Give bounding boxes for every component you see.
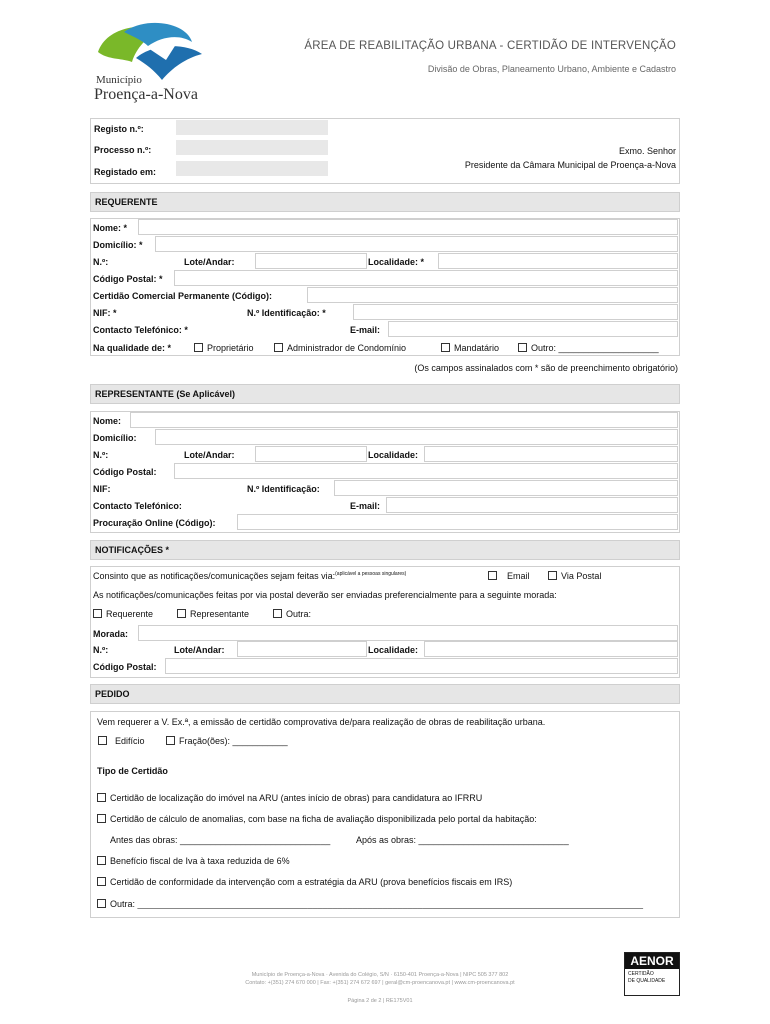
req-lote-field[interactable] bbox=[255, 253, 367, 269]
rep-numero-label: N.º: bbox=[93, 450, 109, 460]
rep-email-field[interactable] bbox=[386, 497, 678, 513]
pedido-header: PEDIDO bbox=[90, 684, 680, 704]
checkbox-icon bbox=[194, 343, 203, 352]
req-qualidade-label: Na qualidade de: * bbox=[93, 343, 172, 353]
addressee-line-2: Presidente da Câmara Municipal de Proença-a-Nova bbox=[464, 160, 676, 170]
checkbox-icon bbox=[441, 343, 450, 352]
notificacoes-header: NOTIFICAÇÕES * bbox=[90, 540, 680, 560]
rep-lote-label: Lote/Andar: bbox=[184, 450, 235, 460]
checkbox-icon bbox=[97, 856, 106, 865]
notif-localidade-label: Localidade: bbox=[368, 645, 419, 655]
checkbox-icon bbox=[97, 793, 106, 802]
req-localidade-field[interactable] bbox=[438, 253, 678, 269]
footer-contacts: Contato: +(351) 274 670 000 | Fax: +(351) 274 672 697 | geral@cm-proencanova.pt | www.cm-proencanova.pt bbox=[245, 980, 515, 986]
req-contacto-label: Contacto Telefónico: * bbox=[93, 325, 188, 335]
checkbox-icon bbox=[518, 343, 527, 352]
notif-morada-label: Morada: bbox=[93, 629, 129, 639]
req-certidao-field[interactable] bbox=[307, 287, 678, 303]
tipo-certidao-title: Tipo de Certidão bbox=[97, 766, 168, 776]
req-certidao-label: Certidão Comercial Permanente (Código): bbox=[93, 291, 273, 301]
aenor-brand: AENOR bbox=[625, 953, 679, 969]
req-opt-outro[interactable]: Outro: ____________________ bbox=[518, 343, 659, 353]
req-email-label: E-mail: bbox=[350, 325, 381, 335]
pedido-opt-fracoes[interactable]: Fração(ões): ___________ bbox=[166, 736, 288, 746]
page-title: ÁREA DE REABILITAÇÃO URBANA - CERTIDÃO DE INTERVENÇÃO bbox=[304, 40, 676, 52]
requerente-header: REQUERENTE bbox=[90, 192, 680, 212]
rep-lote-field[interactable] bbox=[255, 446, 367, 462]
apos-obras-field[interactable]: Após as obras: ______________________________ bbox=[356, 835, 569, 845]
notif-opt-via-postal[interactable]: Via Postal bbox=[548, 571, 601, 581]
notif-postal-text: As notificações/comunicações feitas por via postal deverão ser enviadas preferencialmente para a seguinte morada: bbox=[93, 590, 557, 600]
registo-label: Registo n.º: bbox=[94, 124, 144, 134]
aenor-sub-2: DE QUALIDADE bbox=[628, 978, 666, 984]
req-opt-proprietario[interactable]: Proprietário bbox=[194, 343, 254, 353]
tipo-opt-conformidade[interactable]: Certidão de conformidade da intervenção com a estratégia da ARU (prova benefícios fiscais em IRS) bbox=[97, 877, 512, 887]
rep-contacto-label: Contacto Telefónico: bbox=[93, 501, 182, 511]
notif-cp-label: Código Postal: bbox=[93, 662, 157, 672]
mandatory-note: (Os campos assinalados com * são de preenchimento obrigatório) bbox=[414, 363, 678, 373]
representante-header: REPRESENTANTE (Se Aplicável) bbox=[90, 384, 680, 404]
notif-numero-label: N.º: bbox=[93, 645, 109, 655]
req-numero-label: N.º: bbox=[93, 257, 109, 267]
checkbox-icon bbox=[166, 736, 175, 745]
antes-obras-field[interactable]: Antes das obras: ______________________________ bbox=[110, 835, 331, 845]
notif-cp-field[interactable] bbox=[165, 658, 678, 674]
req-nident-label: N.º Identificação: * bbox=[247, 308, 326, 318]
notif-morada-field[interactable] bbox=[138, 625, 678, 641]
req-nome-field[interactable] bbox=[138, 219, 678, 235]
notif-opt-outra[interactable]: Outra: bbox=[273, 609, 311, 619]
checkbox-icon bbox=[488, 571, 497, 580]
rep-procuracao-field[interactable] bbox=[237, 514, 678, 530]
page-subtitle: Divisão de Obras, Planeamento Urbano, Ambiente e Cadastro bbox=[427, 64, 676, 74]
checkbox-icon bbox=[97, 877, 106, 886]
rep-nident-field[interactable] bbox=[334, 480, 678, 496]
req-nome-label: Nome: * bbox=[93, 223, 128, 233]
req-domicilio-field[interactable] bbox=[155, 236, 678, 252]
rep-nif-label: NIF: bbox=[93, 484, 111, 494]
logo-municipio-text: Município bbox=[96, 74, 142, 86]
notif-lote-label: Lote/Andar: bbox=[174, 645, 225, 655]
rep-nome-label: Nome: bbox=[93, 416, 122, 426]
checkbox-icon bbox=[273, 609, 282, 618]
notif-opt-representante[interactable]: Representante bbox=[177, 609, 249, 619]
req-cp-label: Código Postal: * bbox=[93, 274, 163, 284]
checkbox-icon bbox=[97, 899, 106, 908]
pedido-opt-edificio[interactable]: Edifício bbox=[98, 736, 145, 746]
pedido-intro: Vem requerer a V. Ex.ª, a emissão de certidão comprovativa de/para realização de obras de reabilitação urbana. bbox=[97, 717, 546, 727]
processo-field[interactable] bbox=[176, 140, 328, 155]
notif-localidade-field[interactable] bbox=[424, 641, 678, 657]
aenor-certification-logo bbox=[624, 952, 680, 996]
rep-cp-field[interactable] bbox=[174, 463, 678, 479]
aenor-sub-1: CERTIDÃO bbox=[628, 971, 654, 977]
req-lote-label: Lote/Andar: bbox=[184, 257, 235, 267]
rep-localidade-field[interactable] bbox=[424, 446, 678, 462]
processo-label: Processo n.º: bbox=[94, 145, 152, 155]
req-localidade-label: Localidade: * bbox=[368, 257, 425, 267]
tipo-opt-iva[interactable]: Benefício fiscal de Iva à taxa reduzida de 6% bbox=[97, 856, 290, 866]
notif-consent-text: Consinto que as notificações/comunicações sejam feitas via:$^{(aplicável a pessoas singulares)}$ bbox=[93, 571, 407, 581]
rep-cp-label: Código Postal: bbox=[93, 467, 157, 477]
rep-nome-field[interactable] bbox=[130, 412, 678, 428]
checkbox-icon bbox=[177, 609, 186, 618]
footer-page-number: Página 2 de 2 | RE175V01 bbox=[347, 998, 413, 1004]
tipo-opt-anomalias[interactable]: Certidão de cálculo de anomalias, com base na ficha de avaliação disponibilizada pelo portal da habitação: bbox=[97, 814, 537, 824]
notif-opt-email[interactable]: Email bbox=[488, 571, 530, 581]
notif-lote-field[interactable] bbox=[237, 641, 367, 657]
checkbox-icon bbox=[93, 609, 102, 618]
rep-email-label: E-mail: bbox=[350, 501, 381, 511]
registado-label: Registado em: bbox=[94, 167, 157, 177]
registado-field[interactable] bbox=[176, 161, 328, 176]
checkbox-icon bbox=[98, 736, 107, 745]
req-nident-field[interactable] bbox=[353, 304, 678, 320]
tipo-opt-aru-ifrru[interactable]: Certidão de localização do imóvel na ARU (antes início de obras) para candidatura ao IFRRU bbox=[97, 793, 482, 803]
req-opt-administrador[interactable]: Administrador de Condomínio bbox=[274, 343, 406, 353]
checkbox-icon bbox=[548, 571, 557, 580]
req-cp-field[interactable] bbox=[174, 270, 678, 286]
rep-domicilio-label: Domicílio: bbox=[93, 433, 137, 443]
rep-procuracao-label: Procuração Online (Código): bbox=[93, 518, 216, 528]
logo-name-text: Proença-a-Nova bbox=[94, 86, 198, 103]
req-email-field[interactable] bbox=[388, 321, 678, 337]
checkbox-icon bbox=[97, 814, 106, 823]
rep-nident-label: N.º Identificação: bbox=[247, 484, 320, 494]
req-opt-mandatario[interactable]: Mandatário bbox=[441, 343, 499, 353]
req-domicilio-label: Domicílio: * bbox=[93, 240, 143, 250]
notif-opt-requerente[interactable]: Requerente bbox=[93, 609, 153, 619]
rep-domicilio-field[interactable] bbox=[155, 429, 678, 445]
addressee-line-1: Exmo. Senhor bbox=[618, 146, 676, 156]
checkbox-icon bbox=[274, 343, 283, 352]
rep-localidade-label: Localidade: bbox=[368, 450, 419, 460]
req-nif-label: NIF: * bbox=[93, 308, 117, 318]
footer-address: Município de Proença-a-Nova · Avenida do Colégio, S/N · 6150-401 Proença-a-Nova | NIPC 505 377 802 bbox=[251, 972, 509, 978]
registo-field[interactable] bbox=[176, 120, 328, 135]
tipo-opt-outra[interactable]: Outra: _____________________________________________________________________________________________________ bbox=[97, 899, 673, 909]
